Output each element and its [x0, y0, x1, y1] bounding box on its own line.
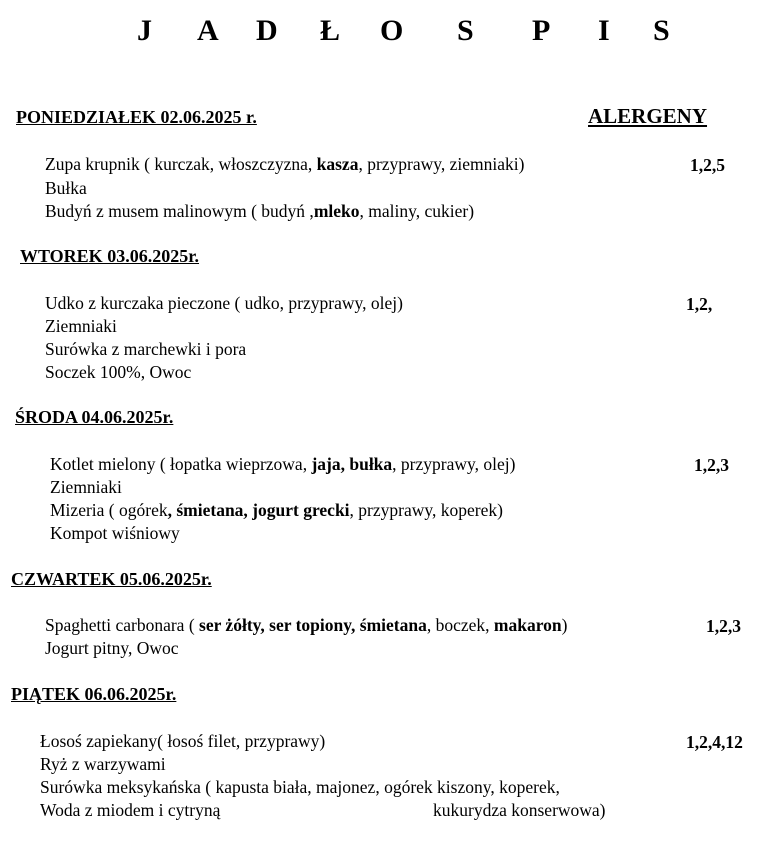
menu-line — [45, 339, 246, 360]
menu-line — [45, 316, 117, 337]
menu-text: Surówka meksykańska ( kapusta biała, majonez, ogórek kiszony, koperek, — [40, 777, 560, 797]
menu-text: Kotlet mielony ( łopatka wieprzowa, — [50, 454, 312, 474]
day-header-wednesday: ŚRODA 04.06.2025r. — [15, 407, 174, 427]
menu-line — [45, 293, 403, 314]
day-header-monday: PONIEDZIAŁEK 02.06.2025 r. — [16, 107, 257, 127]
allergens-thursday: 1,2,3 — [706, 616, 741, 636]
menu-line-continuation: kukurydza konserwowa) — [433, 800, 606, 820]
menu-line — [50, 523, 180, 544]
title-letter: D — [256, 14, 278, 47]
menu-line — [50, 500, 503, 521]
menu-text: , boczek, — [426, 615, 494, 635]
menu-text: Mizeria ( ogórek — [50, 500, 168, 520]
menu-text: Budyń z musem malinowym ( budyń , — [45, 201, 314, 221]
menu-text: , maliny, cukier) — [359, 201, 475, 221]
menu-text: , przyprawy, ziemniaki) — [358, 154, 525, 174]
menu-line — [45, 201, 474, 222]
menu-text: , przyprawy, olej) — [392, 454, 516, 474]
allergen-ingredient: mleko — [313, 201, 360, 221]
menu-text: Ziemniaki — [50, 477, 122, 497]
menu-line — [45, 615, 568, 636]
menu-line — [40, 777, 560, 798]
title-letter: O — [380, 14, 404, 47]
day-header-thursday: CZWARTEK 05.06.2025r. — [11, 569, 212, 589]
menu-line — [40, 754, 166, 775]
allergen-ingredient: kasza — [316, 154, 359, 174]
day-header-friday: PIĄTEK 06.06.2025r. — [11, 684, 177, 704]
allergen-ingredient: makaron — [493, 615, 562, 635]
menu-line — [40, 800, 220, 821]
menu-line — [50, 454, 515, 475]
menu-line — [45, 638, 179, 659]
title-letter: I — [598, 14, 610, 47]
day-header-tuesday: WTOREK 03.06.2025r. — [20, 246, 200, 266]
menu-text: Surówka z marchewki i pora — [45, 339, 247, 359]
menu-line — [45, 178, 87, 199]
menu-text: Zupa krupnik ( kurczak, włoszczyzna, — [45, 154, 317, 174]
allergens-tuesday: 1,2, — [686, 294, 713, 314]
allergen-ingredient: jaja, bułka — [311, 454, 393, 474]
menu-line — [45, 154, 524, 175]
menu-text: Kompot wiśniowy — [50, 523, 180, 543]
menu-line — [40, 731, 325, 752]
menu-line — [45, 362, 191, 383]
menu-text: Soczek 100%, Owoc — [45, 362, 192, 382]
allergens-wednesday: 1,2,3 — [694, 455, 729, 475]
menu-text: Ryż z warzywami — [40, 754, 166, 774]
menu-text: , przyprawy, koperek) — [349, 500, 503, 520]
menu-text: Udko z kurczaka pieczone ( udko, przyprawy, olej) — [45, 293, 403, 313]
title-letter: P — [532, 14, 551, 47]
allergens-header: ALERGENY — [588, 104, 708, 128]
title-letter: Ł — [320, 14, 341, 47]
menu-text: Łosoś zapiekany( łosoś filet, przyprawy) — [40, 731, 326, 751]
menu-text: Ziemniaki — [45, 316, 117, 336]
title-letter: J — [137, 14, 152, 47]
title-letter: S — [457, 14, 474, 47]
menu-text: Woda z miodem i cytryną — [40, 800, 221, 820]
menu-line — [50, 477, 122, 498]
title-letter: A — [197, 14, 219, 47]
menu-text: Jogurt pitny, Owoc — [45, 638, 179, 658]
menu-text: ) — [561, 615, 568, 635]
allergen-ingredient: , śmietana, jogurt grecki — [167, 500, 350, 520]
menu-text: Spaghetti carbonara ( — [45, 615, 200, 635]
allergen-ingredient: ser żółty, ser topiony, śmietana — [199, 615, 427, 635]
allergens-friday: 1,2,4,12 — [686, 732, 743, 752]
allergens-monday: 1,2,5 — [690, 155, 725, 175]
menu-text: Bułka — [45, 178, 87, 198]
title-letter: S — [653, 14, 670, 47]
